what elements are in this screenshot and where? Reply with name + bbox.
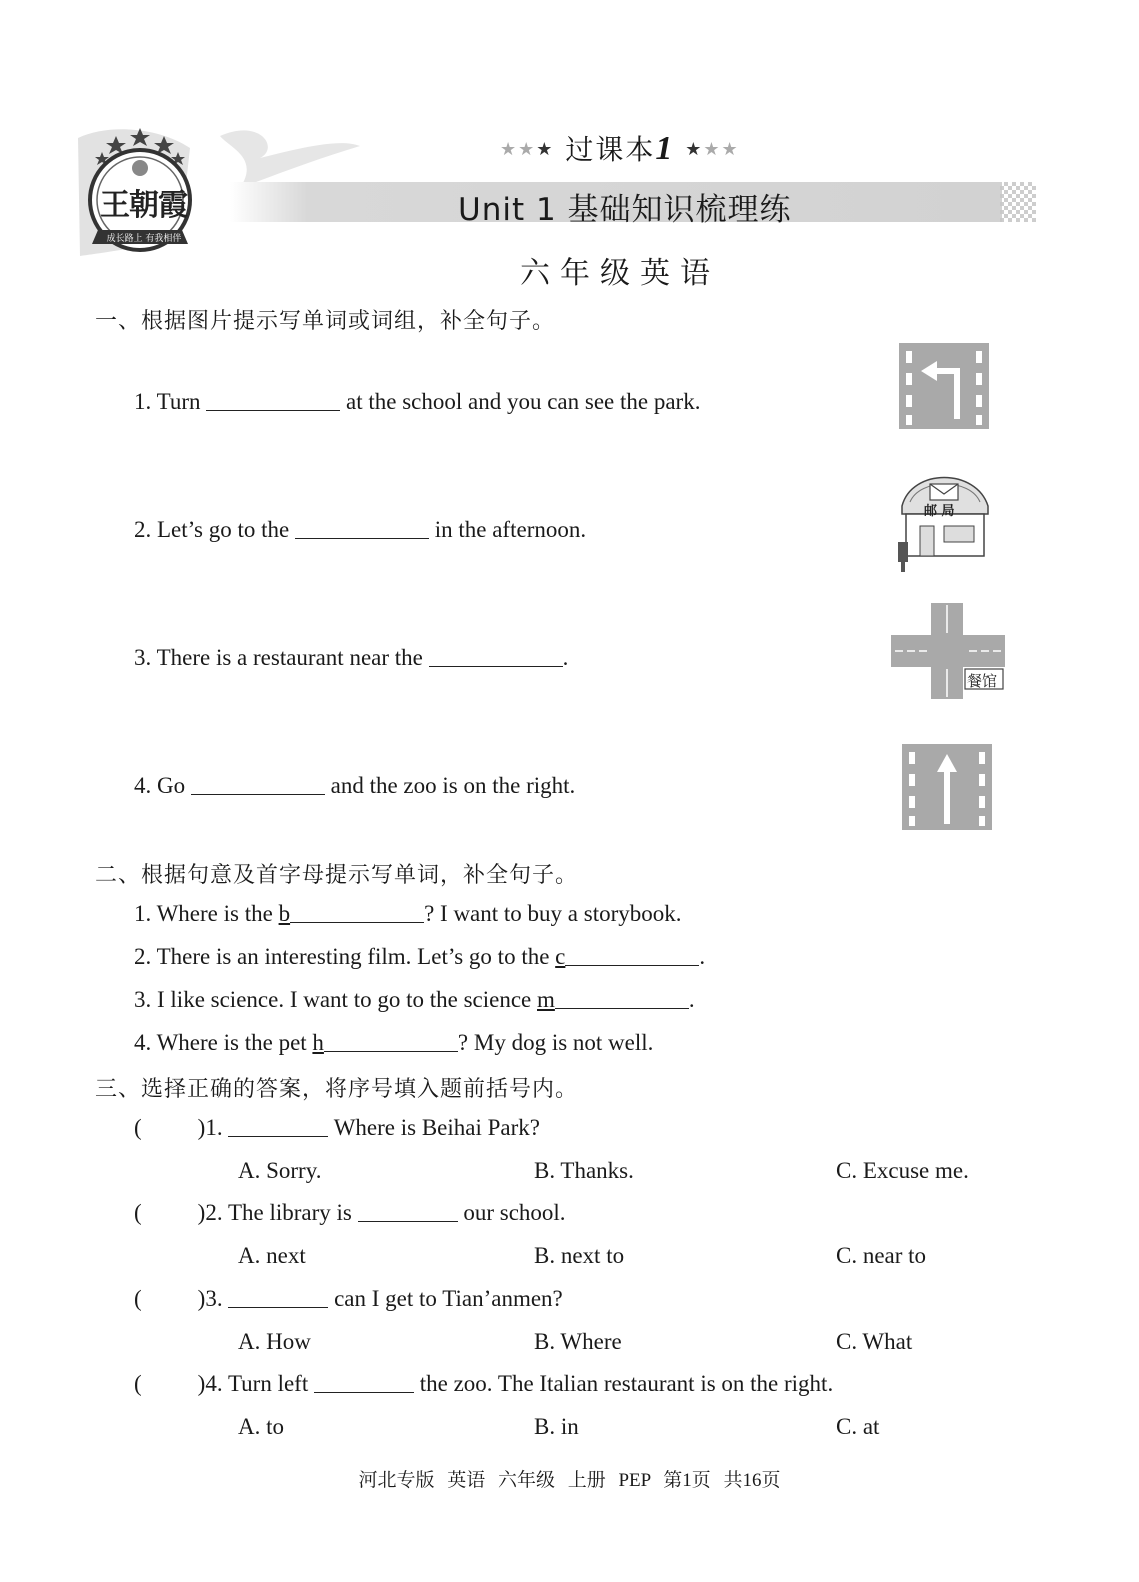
question-text: Where is the [156,901,273,926]
star-icon: ★ [721,139,740,160]
question-text: . [699,944,706,969]
answer-blank[interactable] [290,904,424,923]
option-b: B. in [534,1414,579,1439]
question-number: 3. [134,645,152,670]
answer-blank[interactable] [324,1033,458,1052]
star-icon: ★ [703,139,722,160]
answer-blank [228,1118,328,1137]
question-text: . [688,987,695,1012]
question-number: )3. [197,1286,223,1311]
answer-blank[interactable] [206,392,340,411]
series-number: 1 [655,130,675,167]
first-letter-hint: b [278,901,291,926]
question-text: ? My dog is not well. [457,1030,654,1055]
option-a: A. next [238,1243,306,1268]
question-text: I like science. I want to go to the science [157,987,532,1012]
question-number: 2. [134,517,152,542]
question-text: in the afternoon. [434,517,587,542]
question-text: Where is Beihai Park? [333,1115,540,1140]
turn-left-sign-icon [899,343,989,429]
go-straight-sign-icon [902,744,992,830]
answer-blank[interactable] [555,990,689,1009]
first-letter-hint: c [555,944,566,969]
star-icon: ★ [518,139,537,160]
question-number: )4. [197,1371,223,1396]
question-text: can I get to Tian’anmen? [334,1286,563,1311]
section1-question-1 [134,389,700,415]
answer-blank[interactable] [565,947,699,966]
option-c: C. Excuse me. [836,1158,969,1183]
question-number: )1. [197,1115,223,1140]
section3-question-1 [134,1115,540,1141]
option-b: B. Where [534,1329,622,1354]
section2-question-3 [134,987,695,1013]
option-a: A. Sorry. [238,1158,322,1183]
answer-blank [228,1289,328,1308]
answer-blank[interactable] [295,520,429,539]
logo-brand: 王朝霞 [100,188,187,223]
restaurant-label: 餐馆 [967,672,998,690]
logo-ribbon-text: 成长路上 有我相伴 [106,234,182,244]
answer-bracket[interactable]: ( [134,1115,142,1140]
question-number: 2. [134,944,152,969]
question-number: 4. [134,1030,152,1055]
star-icon: ★ [536,139,555,160]
page-footer: 河北专版 英语 六年级 上册 PEP 第1页 共16页 [358,1470,781,1491]
first-letter-hint: m [537,987,555,1012]
section3-question-3 [134,1286,563,1312]
question-number: 3. [134,987,152,1012]
question-text: and the zoo is on the right. [330,773,576,798]
section3-question-2 [134,1200,566,1226]
subject-title: 六年级英语 [520,256,720,291]
question-text: ? I want to buy a storybook. [424,901,682,926]
question-text: There is an interesting film. Let’s go to the [156,944,550,969]
question-text: at the school and you can see the park. [346,389,701,414]
option-b: B. next to [534,1243,625,1268]
question-text: Turn [156,389,201,414]
section3-question-4 [134,1371,833,1397]
question-number: 1. [134,901,152,926]
answer-blank [358,1203,458,1222]
question-text: Go [157,773,186,798]
answer-blank [314,1374,414,1393]
series-label-text: 过课本 [565,133,656,166]
section2-title: 二、根据句意及首字母提示写单词，补全句子。 [95,863,579,888]
question-number: 4. [134,773,152,798]
section1-question-4 [134,773,575,799]
section1-question-3 [134,645,568,671]
option-c: C. What [836,1329,913,1354]
series-label [500,128,740,168]
option-b: B. Thanks. [534,1158,634,1183]
question-text: There is a restaurant near the [156,645,423,670]
answer-bracket[interactable]: ( [134,1371,142,1396]
section1-title: 一、根据图片提示写单词或词组，补全句子。 [95,309,556,334]
section2-question-4 [134,1030,653,1056]
option-c: C. at [836,1414,880,1439]
option-a: A. How [238,1329,311,1354]
section1-question-2 [134,517,586,543]
question-number: 1. [134,389,152,414]
question-text: . [562,645,569,670]
section3-title: 三、选择正确的答案，将序号填入题前括号内。 [95,1077,579,1102]
crossing-icon [891,603,1005,699]
question-text: the zoo. The Italian restaurant is on the right. [419,1371,834,1396]
answer-bracket[interactable]: ( [134,1200,142,1225]
star-icon: ★ [685,139,704,160]
banner-checker-decoration [1000,182,1036,222]
question-number: )2. [197,1200,223,1225]
section2-question-2 [134,944,705,970]
option-a: A. to [238,1414,284,1439]
post-office-icon [892,462,996,574]
first-letter-hint: h [312,1030,324,1055]
answer-blank[interactable] [429,648,563,667]
section2-question-1 [134,901,682,927]
unit-title: Unit 1 基础知识梳理练 [458,192,792,228]
star-icon: ★ [500,139,519,160]
question-text: The library is [227,1200,352,1225]
question-text: Where is the pet [156,1030,307,1055]
post-office-label: 邮 局 [924,504,955,519]
option-c: C. near to [836,1243,927,1268]
question-text: Let’s go to the [157,517,290,542]
answer-blank[interactable] [191,776,325,795]
question-text: Turn left [227,1371,309,1396]
answer-bracket[interactable]: ( [134,1286,142,1311]
question-text: our school. [463,1200,566,1225]
